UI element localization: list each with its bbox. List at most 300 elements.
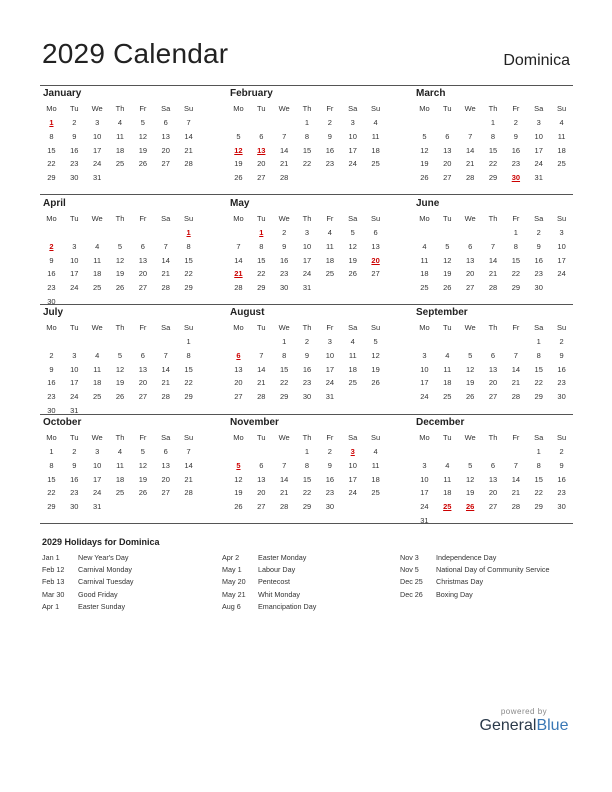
month-july xyxy=(40,307,200,418)
day-cell: 28 xyxy=(184,159,193,169)
day-cell: 16 xyxy=(302,364,312,374)
day-cell: 23 xyxy=(47,283,56,293)
holiday-name: Easter Sunday xyxy=(78,601,126,611)
day-cell: 8 xyxy=(49,460,54,470)
day-cell: 11 xyxy=(371,460,380,470)
day-cell: 14 xyxy=(161,364,170,374)
week-row xyxy=(227,171,387,185)
day-cell: 27 xyxy=(257,502,266,512)
weekday-label: Mo xyxy=(233,433,244,442)
day-cell: 1 xyxy=(186,228,191,237)
day-cell: 13 xyxy=(465,255,475,265)
weekday-label: Tu xyxy=(443,104,452,113)
weekday-header xyxy=(40,102,200,116)
weekday-label: Sa xyxy=(534,214,544,223)
empty-cell xyxy=(109,335,132,349)
month-september xyxy=(413,307,573,404)
weekday-label: Sa xyxy=(534,104,544,113)
weekday-label: Su xyxy=(183,323,194,332)
holiday-date: May 1 xyxy=(222,565,242,575)
week-row xyxy=(413,473,573,487)
day-cell: 7 xyxy=(163,241,168,251)
weekday-label: Sa xyxy=(534,433,544,442)
day-cell: 8 xyxy=(304,460,310,470)
day-cell: 26 xyxy=(371,378,380,388)
day-cell: 16 xyxy=(511,145,521,155)
day-cell: 3 xyxy=(422,460,427,470)
day-cell: 24 xyxy=(348,159,357,169)
day-cell: 29 xyxy=(257,283,266,293)
week-row xyxy=(413,514,573,528)
weekday-label: Mo xyxy=(419,323,430,332)
day-cell: 4 xyxy=(117,118,123,127)
day-cell: 19 xyxy=(138,474,148,484)
holiday-name: New Year's Day xyxy=(78,553,129,562)
week-row xyxy=(413,363,573,377)
day-cell: 9 xyxy=(304,350,310,360)
day-cell: 12 xyxy=(348,241,357,251)
day-cell: 15 xyxy=(302,145,312,155)
weekday-label: Mo xyxy=(46,214,57,223)
holiday-date: Mar 30 xyxy=(42,589,65,599)
day-cell: 12 xyxy=(115,364,125,374)
day-cell: 24 xyxy=(70,283,79,293)
day-cell: 1 xyxy=(490,118,496,127)
day-cell: 1 xyxy=(304,118,310,127)
day-cell: 28 xyxy=(234,283,243,293)
day-cell: 5 xyxy=(422,131,427,141)
day-cell: 25 xyxy=(420,283,429,293)
day-cell: 22 xyxy=(279,378,289,388)
day-cell: 20 xyxy=(161,145,170,155)
day-cell: 12 xyxy=(465,474,475,484)
day-cell: 5 xyxy=(468,350,473,360)
empty-cell xyxy=(131,226,154,240)
weekday-label: We xyxy=(91,104,103,113)
holiday-name: Whit Monday xyxy=(258,589,300,599)
week-row xyxy=(227,130,387,144)
day-cell: 4 xyxy=(327,228,332,237)
day-cell: 14 xyxy=(465,145,475,155)
day-cell: 9 xyxy=(49,255,54,265)
day-cell: 7 xyxy=(186,118,191,127)
empty-cell xyxy=(413,226,436,240)
day-cell: 24 xyxy=(302,269,312,279)
empty-cell xyxy=(341,500,364,514)
week-row xyxy=(413,500,573,514)
month-january xyxy=(40,88,200,185)
weekday-label: Sa xyxy=(348,104,358,113)
weekday-label: Tu xyxy=(257,214,266,223)
day-cell: 11 xyxy=(348,350,357,360)
weekday-label: Tu xyxy=(443,433,452,442)
day-cell: 14 xyxy=(257,364,266,374)
week-row xyxy=(227,116,387,130)
day-cell: 6 xyxy=(445,131,450,141)
weekday-label: Fr xyxy=(139,323,147,332)
month-april xyxy=(40,198,200,309)
weekday-label: Th xyxy=(115,104,125,113)
day-cell: 12 xyxy=(234,145,243,155)
day-cell: 30 xyxy=(70,173,79,183)
holiday-date: Feb 12 xyxy=(42,565,65,575)
day-cell: 21 xyxy=(465,159,475,169)
day-cell: 6 xyxy=(490,460,496,470)
empty-cell xyxy=(154,335,177,349)
day-cell: 3 xyxy=(422,350,427,360)
week-row xyxy=(40,281,200,295)
day-cell: 17 xyxy=(420,488,429,498)
day-cell: 13 xyxy=(257,474,266,484)
day-cell: 21 xyxy=(488,269,498,279)
month-name: September xyxy=(416,307,468,318)
day-cell: 20 xyxy=(371,255,380,265)
week-row xyxy=(40,116,200,130)
month-june xyxy=(413,198,573,295)
day-cell: 25 xyxy=(92,392,102,402)
day-cell: 3 xyxy=(72,241,77,251)
day-cell: 30 xyxy=(557,392,566,402)
day-cell: 19 xyxy=(465,378,475,388)
weekday-label: We xyxy=(278,214,290,223)
holiday-name: Boxing Day xyxy=(436,589,473,599)
weekday-header xyxy=(40,321,200,335)
day-cell: 23 xyxy=(47,392,56,402)
day-cell: 10 xyxy=(420,364,429,374)
day-cell: 13 xyxy=(138,255,148,265)
day-cell: 21 xyxy=(279,159,289,169)
day-cell: 23 xyxy=(557,488,566,498)
weekday-label: Su xyxy=(556,433,567,442)
day-cell: 9 xyxy=(72,131,77,141)
weekday-label: Fr xyxy=(326,433,334,442)
day-cell: 29 xyxy=(47,502,56,512)
day-cell: 19 xyxy=(348,255,357,265)
day-cell: 16 xyxy=(70,474,79,484)
day-cell: 31 xyxy=(325,392,335,402)
day-cell: 16 xyxy=(47,269,56,279)
day-cell: 2 xyxy=(536,228,541,237)
holiday-name: Christmas Day xyxy=(436,577,484,587)
empty-cell xyxy=(482,514,505,528)
day-cell: 9 xyxy=(559,460,564,470)
day-cell: 26 xyxy=(465,502,475,512)
holiday-name: Carnival Tuesday xyxy=(78,577,134,587)
holiday-name: Independence Day xyxy=(436,553,497,562)
day-cell: 16 xyxy=(325,474,335,484)
row-divider xyxy=(40,194,573,195)
day-cell: 12 xyxy=(371,350,380,360)
day-cell: 14 xyxy=(184,131,193,141)
holiday-column xyxy=(42,552,212,613)
holiday-date: Jan 1 xyxy=(42,553,60,562)
empty-cell xyxy=(318,281,341,295)
weekday-label: Fr xyxy=(326,323,334,332)
day-cell: 1 xyxy=(282,337,287,346)
day-cell: 11 xyxy=(443,364,452,374)
day-cell: 23 xyxy=(70,488,79,498)
weekday-header xyxy=(413,431,573,445)
day-cell: 9 xyxy=(559,350,564,360)
empty-cell xyxy=(341,390,364,404)
day-cell: 28 xyxy=(279,173,289,183)
day-cell: 19 xyxy=(115,378,125,388)
day-cell: 28 xyxy=(511,502,521,512)
weekday-label: Th xyxy=(115,433,125,442)
day-cell: 21 xyxy=(161,269,170,279)
week-row xyxy=(413,445,573,459)
day-cell: 28 xyxy=(465,173,475,183)
day-cell: 22 xyxy=(534,378,543,388)
week-row xyxy=(413,254,573,268)
holiday-item xyxy=(400,564,580,576)
day-cell: 7 xyxy=(163,350,168,360)
weekday-label: Su xyxy=(183,433,194,442)
month-name: July xyxy=(43,307,64,318)
day-cell: 19 xyxy=(371,364,380,374)
day-cell: 23 xyxy=(325,488,335,498)
day-cell: 28 xyxy=(257,392,266,402)
weekday-header xyxy=(413,102,573,116)
week-row xyxy=(413,116,573,130)
week-row xyxy=(227,376,387,390)
weekday-label: Mo xyxy=(419,104,430,113)
day-cell: 16 xyxy=(534,255,543,265)
day-cell: 7 xyxy=(282,460,287,470)
week-row xyxy=(227,486,387,500)
empty-cell xyxy=(154,171,177,185)
day-cell: 20 xyxy=(234,378,243,388)
week-row xyxy=(413,171,573,185)
day-cell: 13 xyxy=(488,364,498,374)
day-cell: 9 xyxy=(513,131,518,141)
empty-cell xyxy=(436,514,459,528)
day-cell: 3 xyxy=(350,447,355,456)
holiday-date: Nov 3 xyxy=(400,553,419,562)
day-cell: 8 xyxy=(186,350,191,360)
day-cell: 5 xyxy=(373,337,378,346)
day-cell: 12 xyxy=(465,364,475,374)
day-cell: 15 xyxy=(534,364,543,374)
day-cell: 10 xyxy=(302,241,312,251)
day-cell: 3 xyxy=(304,228,310,237)
day-cell: 4 xyxy=(445,460,450,470)
day-cell: 18 xyxy=(115,145,125,155)
week-row xyxy=(227,281,387,295)
day-cell: 24 xyxy=(70,392,79,402)
day-cell: 21 xyxy=(234,269,243,279)
day-cell: 26 xyxy=(465,392,475,402)
day-cell: 13 xyxy=(443,145,452,155)
day-cell: 11 xyxy=(557,131,566,141)
day-cell: 9 xyxy=(327,460,332,470)
week-row xyxy=(413,281,573,295)
day-cell: 20 xyxy=(488,378,498,388)
empty-cell xyxy=(131,404,154,418)
week-row xyxy=(40,349,200,363)
week-row xyxy=(40,390,200,404)
holiday-column xyxy=(222,552,392,613)
day-cell: 21 xyxy=(184,145,193,155)
day-cell: 18 xyxy=(443,378,452,388)
day-cell: 29 xyxy=(184,392,193,402)
day-cell: 14 xyxy=(161,255,170,265)
month-name: February xyxy=(230,88,273,99)
empty-cell xyxy=(364,500,387,514)
day-cell: 17 xyxy=(302,255,312,265)
weekday-label: Sa xyxy=(348,433,358,442)
day-cell: 15 xyxy=(184,255,193,265)
empty-cell xyxy=(109,226,132,240)
day-cell: 30 xyxy=(302,392,312,402)
day-cell: 17 xyxy=(92,474,102,484)
day-cell: 20 xyxy=(488,488,498,498)
day-cell: 21 xyxy=(511,378,521,388)
day-cell: 3 xyxy=(95,118,100,127)
day-cell: 12 xyxy=(115,255,125,265)
day-cell: 20 xyxy=(257,159,266,169)
month-name: October xyxy=(43,417,82,428)
day-cell: 14 xyxy=(279,474,289,484)
day-cell: 2 xyxy=(49,241,54,251)
day-cell: 19 xyxy=(420,159,429,169)
day-cell: 26 xyxy=(443,283,452,293)
holiday-date: Feb 13 xyxy=(42,577,65,587)
day-cell: 4 xyxy=(559,118,564,127)
weekday-label: Tu xyxy=(443,323,452,332)
day-cell: 11 xyxy=(116,131,124,141)
week-row xyxy=(40,404,200,418)
day-cell: 13 xyxy=(488,474,498,484)
weekday-label: Su xyxy=(370,323,381,332)
empty-cell xyxy=(436,335,459,349)
day-cell: 8 xyxy=(282,350,287,360)
weekday-label: Mo xyxy=(233,323,244,332)
weekday-label: Fr xyxy=(512,433,520,442)
day-cell: 10 xyxy=(348,460,357,470)
weekday-label: Mo xyxy=(46,104,57,113)
weekday-label: Sa xyxy=(161,214,171,223)
weekday-label: Su xyxy=(556,323,567,332)
day-cell: 18 xyxy=(348,364,357,374)
day-cell: 2 xyxy=(72,447,77,456)
day-cell: 27 xyxy=(465,283,475,293)
week-row xyxy=(413,226,573,240)
day-cell: 18 xyxy=(92,269,102,279)
month-march xyxy=(413,88,573,185)
week-row xyxy=(40,459,200,473)
week-row xyxy=(413,130,573,144)
empty-cell xyxy=(550,171,573,185)
weekday-label: Su xyxy=(183,214,194,223)
day-cell: 13 xyxy=(371,241,380,251)
weekday-header xyxy=(413,321,573,335)
day-cell: 5 xyxy=(117,350,123,360)
holiday-date: Dec 26 xyxy=(400,589,423,599)
holiday-item xyxy=(400,576,580,588)
empty-cell xyxy=(364,171,387,185)
day-cell: 15 xyxy=(257,255,266,265)
empty-cell xyxy=(318,171,341,185)
holiday-item xyxy=(400,589,580,601)
day-cell: 24 xyxy=(420,392,429,402)
week-row xyxy=(227,445,387,459)
powered-by-text: powered by xyxy=(500,707,548,716)
empty-cell xyxy=(40,335,63,349)
month-name: June xyxy=(416,198,440,209)
day-cell: 5 xyxy=(350,228,355,237)
day-cell: 17 xyxy=(420,378,429,388)
day-cell: 1 xyxy=(186,337,191,346)
day-cell: 8 xyxy=(259,241,264,251)
day-cell: 18 xyxy=(371,145,380,155)
day-cell: 18 xyxy=(557,145,566,155)
day-cell: 12 xyxy=(138,131,148,141)
weekday-label: We xyxy=(464,104,476,113)
day-cell: 26 xyxy=(138,488,148,498)
day-cell: 5 xyxy=(140,118,145,127)
day-cell: 27 xyxy=(443,173,452,183)
empty-cell xyxy=(482,445,505,459)
day-cell: 8 xyxy=(536,350,541,360)
day-cell: 2 xyxy=(304,337,310,346)
weekday-label: Sa xyxy=(161,104,171,113)
weekday-label: Th xyxy=(115,214,125,223)
empty-cell xyxy=(273,116,296,130)
day-cell: 11 xyxy=(443,474,452,484)
day-cell: 10 xyxy=(92,460,102,470)
week-row xyxy=(413,267,573,281)
day-cell: 13 xyxy=(234,364,243,374)
day-cell: 27 xyxy=(488,502,498,512)
weekday-label: Th xyxy=(488,104,498,113)
empty-cell xyxy=(109,404,132,418)
day-cell: 8 xyxy=(186,241,191,251)
day-cell: 1 xyxy=(536,447,541,456)
day-cell: 11 xyxy=(93,255,102,265)
weekday-header xyxy=(413,212,573,226)
day-cell: 22 xyxy=(184,269,193,279)
day-cell: 12 xyxy=(443,255,452,265)
week-row xyxy=(413,335,573,349)
day-cell: 16 xyxy=(325,145,335,155)
day-cell: 1 xyxy=(304,447,310,456)
day-cell: 30 xyxy=(534,283,543,293)
day-cell: 27 xyxy=(257,173,266,183)
empty-cell xyxy=(482,226,505,240)
day-cell: 2 xyxy=(559,447,564,456)
day-cell: 31 xyxy=(92,173,102,183)
day-cell: 19 xyxy=(465,488,475,498)
day-cell: 10 xyxy=(92,131,102,141)
empty-cell xyxy=(131,335,154,349)
week-row xyxy=(227,390,387,404)
day-cell: 15 xyxy=(302,474,312,484)
day-cell: 19 xyxy=(115,269,125,279)
week-row xyxy=(40,267,200,281)
day-cell: 16 xyxy=(557,474,566,484)
weekday-label: We xyxy=(464,323,476,332)
weekday-label: Th xyxy=(115,323,125,332)
day-cell: 23 xyxy=(325,159,335,169)
empty-cell xyxy=(250,335,273,349)
day-cell: 14 xyxy=(184,460,193,470)
holiday-date: May 21 xyxy=(222,589,246,599)
day-cell: 10 xyxy=(348,131,357,141)
day-cell: 8 xyxy=(513,241,518,251)
day-cell: 13 xyxy=(138,364,148,374)
empty-cell xyxy=(413,116,436,130)
